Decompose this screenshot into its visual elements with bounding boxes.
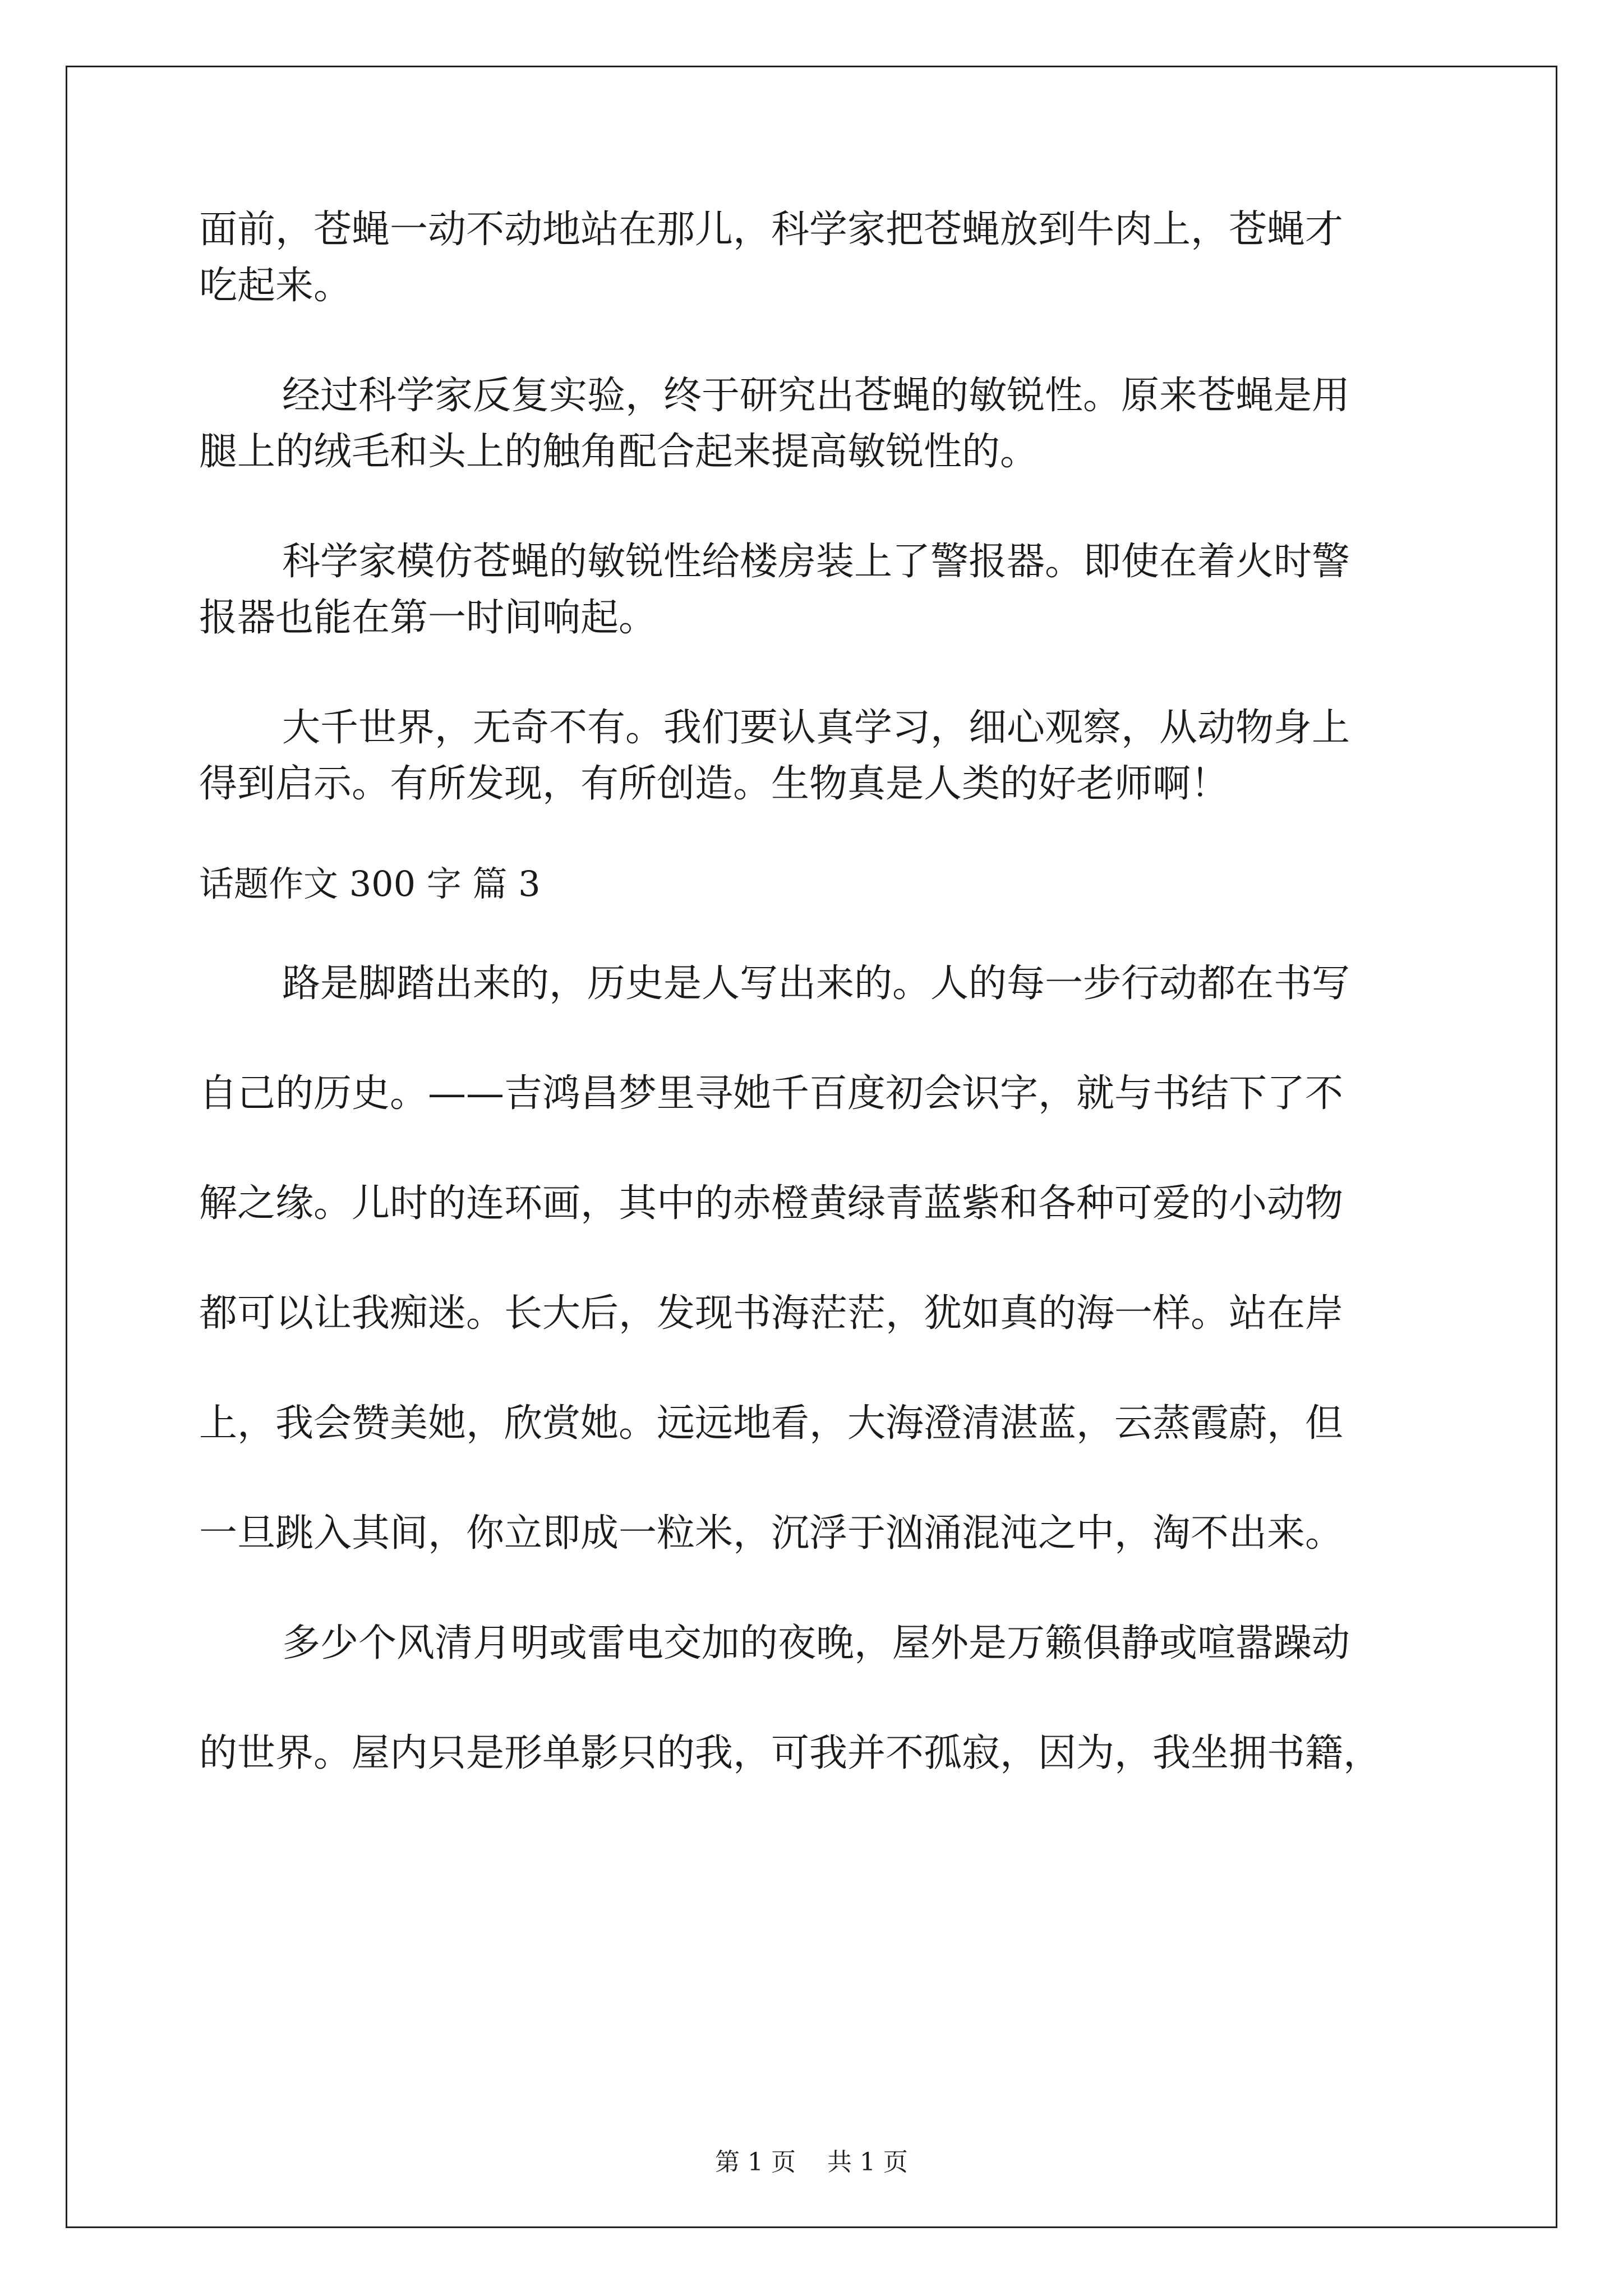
text-line: 腿上的绒毛和头上的触角配合起来提高敏锐性的。 <box>199 430 1039 474</box>
text-line: 面前，苍蝇一动不动地站在那儿，科学家把苍蝇放到牛肉上，苍蝇才 <box>199 208 1344 252</box>
text-line: 的世界。屋内只是形单影只的我，可我并不孤寂，因为，我坐拥书籍， <box>199 1731 1382 1775</box>
text-line: 经过科学家反复实验，终于研究出苍蝇的敏锐性。原来苍蝇是用 <box>282 374 1350 418</box>
text-line: 解之缘。儿时的连环画，其中的赤橙黄绿青蓝紫和各种可爱的小动物 <box>199 1181 1344 1226</box>
paragraph <box>199 534 1433 646</box>
paragraph <box>199 368 1433 480</box>
paragraph <box>199 700 1433 812</box>
text-line: 上，我会赞美她，欣赏她。远远地看，大海澄清湛蓝，云蒸霞蔚，但 <box>199 1401 1344 1446</box>
text-line: 大千世界，无奇不有。我们要认真学习，细心观察，从动物身上 <box>282 706 1350 750</box>
page-footer: 第 1 页 共 1 页 <box>715 2148 908 2177</box>
text-line: 报器也能在第一时间响起。 <box>199 596 657 640</box>
paragraph <box>199 956 1433 1562</box>
text-line: 自己的历史。——吉鸿昌梦里寻她千百度初会识字，就与书结下了不 <box>199 1071 1344 1116</box>
text-line: 一旦跳入其间，你立即成一粒米，沉浮于汹涌混沌之中，淘不出来。 <box>199 1511 1344 1556</box>
text-line: 多少个风清月明或雷电交加的夜晚，屋外是万籁俱静或喧嚣躁动 <box>282 1621 1350 1665</box>
document-body <box>199 202 1433 1782</box>
paragraph <box>199 202 1433 314</box>
paragraph <box>199 1616 1433 1782</box>
text-line: 都可以让我痴迷。长大后，发现书海茫茫，犹如真的海一样。站在岸 <box>199 1291 1344 1336</box>
text-line: 吃起来。 <box>199 264 352 308</box>
section-heading: 话题作文 300 字 篇 3 <box>199 863 541 904</box>
text-line: 科学家模仿苍蝇的敏锐性给楼房装上了警报器。即使在着火时警 <box>282 540 1350 584</box>
text-line: 路是脚踏出来的，历史是人写出来的。人的每一步行动都在书写 <box>282 961 1350 1006</box>
text-line: 得到启示。有所发现，有所创造。生物真是人类的好老师啊！ <box>199 762 1229 806</box>
